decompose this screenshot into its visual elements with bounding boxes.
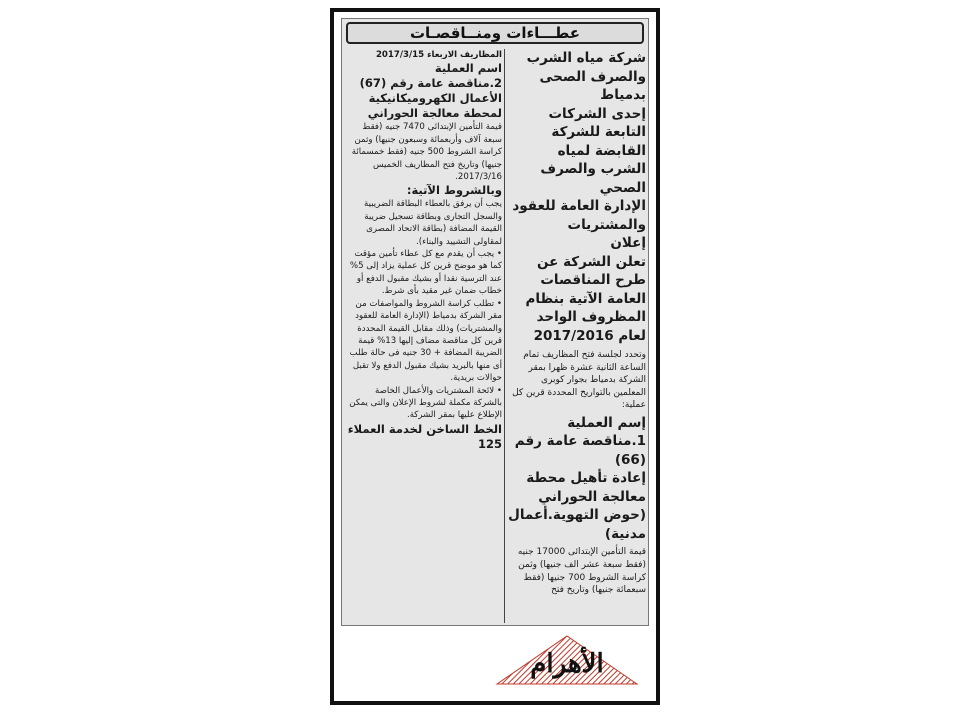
tender2-details: قيمة التأمين الإبتدائى 7470 جنيه (فقط سبعة آلاف وأربعمائة وسبعون جنيها) وثمن كراسة الشروط 500 جنيه (فقط خمسمائة جنيها) وتاريخ فتح المظاريف الخميس 2017/3/16. bbox=[351, 122, 502, 183]
condition-3: • تطلب كراسة الشروط والمواصفات من مقر الشركة بدمياط (الإدارة العامة للعقود والمشتريات) وذلك مقابل القيمة المحددة قرين كل مناقصة مضاف إليها 13% قيمة الضريبة المضافة + 30 جنيه فى حالة طلب أى منها بالبريد بشيك مقبول الدفع ولا تقبل حوالات بريدية. bbox=[349, 298, 502, 384]
company-name: شركة مياه الشرب والصرف الصحى بدمياط bbox=[526, 50, 646, 103]
operation-heading: إسم العملية bbox=[567, 414, 646, 431]
department-name: الإدارة العامة للعقود والمشتريات bbox=[512, 198, 646, 233]
left-column bbox=[346, 49, 502, 623]
ahram-logo-icon bbox=[491, 632, 643, 688]
conditions-heading: وبالشروط الآتية: bbox=[406, 183, 502, 198]
tender1-name: 1.مناقصة عامة رقم (66) bbox=[514, 433, 646, 468]
newspaper-clipping bbox=[341, 18, 649, 626]
logo-area bbox=[341, 628, 649, 694]
notice-heading: إعلان bbox=[610, 235, 646, 251]
notice-intro: تعلن الشركة عن طرح المناقصات العامة الآتية بنظام المظروف الواحد لعام 2017/2016 bbox=[525, 253, 646, 344]
condition-2: • يجب أن يقدم مع كل عطاء تأمين مؤقت كما هو موضح قرين كل عملية يزاد إلى 5% عند الترسية نقدا أو بشيك مقبول الدفع أو خطاب ضمان غير مقيد بأى شرط. bbox=[349, 249, 502, 297]
condition-1: يجب أن يرفق بالعطاء البطاقة الضريبية والسجل التجارى وبطاقة تسجيل ضريبة القيمة المضافة (بطاقة الاتحاد المصرى لمقاولى التشييد والبناء). bbox=[364, 199, 502, 247]
clipping-frame bbox=[330, 8, 660, 705]
condition-4: • لائحة المشتريات والأعمال الخاصة بالشركة مكملة لشروط الإعلان والتى يمكن الإطلاع عليها بمقر الشركة. bbox=[349, 385, 502, 421]
session-text: وتحدد لجلسة فتح المظاريف تمام الساعة الثانية عشرة ظهرا بمقر الشركة بدمياط بجوار كوبرى المعلمين بالتواريخ المحددة قرين كل عملية: bbox=[512, 350, 646, 411]
hotline: الخط الساخن لخدمة العملاء 125 bbox=[347, 421, 502, 451]
company-affiliation: إحدى الشركات التابعة للشركة القابضة لمياه الشرب والصرف الصحي bbox=[540, 105, 646, 196]
logo-text: الأهرام bbox=[530, 649, 604, 679]
tender1-title: إعادة تأهيل محطة معالجة الحوراني (حوض التهوية.أعمال مدنية) bbox=[508, 470, 646, 542]
operation-heading-2: اسم العملية bbox=[434, 61, 502, 76]
tender1-date: المظاريف الاربعاء 2017/3/15 bbox=[375, 50, 502, 60]
tender2-name: 2.مناقصة عامة رقم (67) bbox=[359, 76, 502, 91]
section-banner: عطـــاءات ومنــاقصـات bbox=[346, 22, 644, 44]
tender1-details: قيمة التأمين الإبتدائى 17000 جنيه (فقط سبعة عشر الف جنيها) وثمن كراسة الشروط 700 جنيها (فقط سبعمائة جنيها) وتاريخ فتح bbox=[517, 547, 646, 596]
right-column bbox=[508, 49, 646, 623]
tender2-title: الأعمال الكهروميكانيكية لمحطة معالجة الحوراني bbox=[367, 91, 502, 121]
column-divider bbox=[504, 49, 505, 623]
